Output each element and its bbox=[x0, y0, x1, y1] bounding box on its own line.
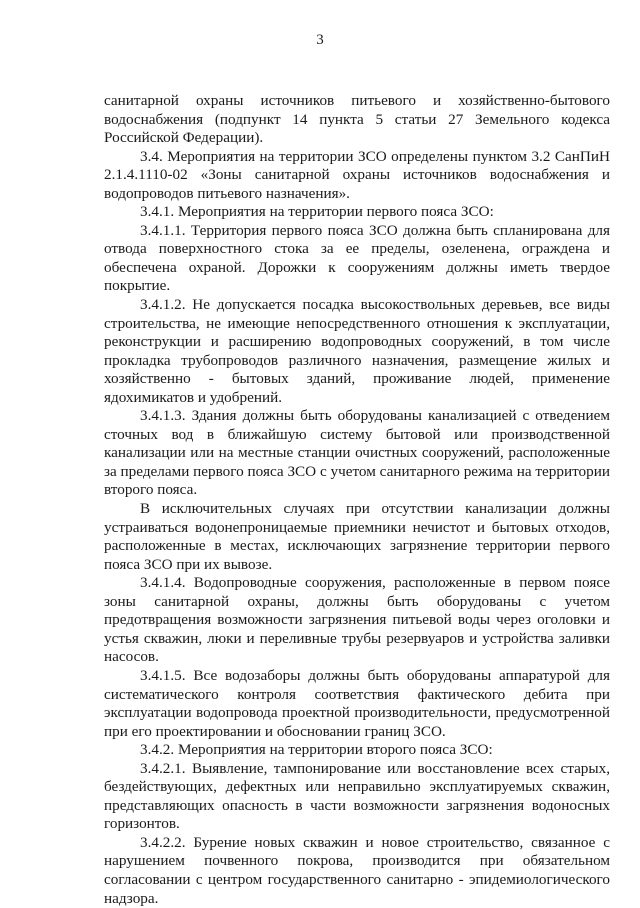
paragraph-continuation: санитарной охраны источников питьевого и хозяйственно-бытового водоснабжения (подпункт 14 пункта 5 статьи 27 Земельного кодекса Российской Федерации). bbox=[104, 92, 610, 147]
paragraph-3-4-1-4: 3.4.1.4. Водопроводные сооружения, расположенные в первом поясе зоны санитарной охраны, должны быть оборудованы с учетом предотвращения возможности загрязнения питьевой воды через оголовки и устья скважин, люки и переливные трубы резервуаров и устройства заливки насосов. bbox=[104, 574, 610, 666]
paragraph-3-4-1-5: 3.4.1.5. Все водозаборы должны быть оборудованы аппаратурой для систематического контроля соответствия фактического дебита при эксплуатации водопровода проектной производительности, предусмотренной при его проектировании и обосновании границ ЗСО. bbox=[104, 666, 610, 740]
paragraph-3-4-1-3: 3.4.1.3. Здания должны быть оборудованы канализацией с отведением сточных вод в ближайшую систему бытовой или производственной канализации или на местные станции очистных сооружений, расположенные за пределами первого пояса ЗСО с учетом санитарного режима на территории второго пояса. bbox=[104, 407, 610, 499]
paragraph-3-4-1-1: 3.4.1.1. Территория первого пояса ЗСО должна быть спланирована для отвода поверхностного стока за ее пределы, озеленена, ограждена и обеспечена охраной. Дорожки к сооружениям должны иметь твердое покрытие. bbox=[104, 221, 610, 295]
paragraph-3-4-1: 3.4.1. Мероприятия на территории первого пояса ЗСО: bbox=[140, 203, 494, 221]
page-number: 3 bbox=[316, 32, 324, 48]
paragraph-3-4-2-2: 3.4.2.2. Бурение новых скважин и новое строительство, связанное с нарушением почвенного покрова, производится при обязательном согласовании с центром государственного санитарно - эпидемиологического надзора. bbox=[104, 833, 610, 907]
paragraph-3-4: 3.4. Мероприятия на территории ЗСО определены пунктом 3.2 СанПиН 2.1.4.1110-02 «Зоны санитарной охраны источников водоснабжения и водопроводов питьевого назначения». bbox=[104, 147, 610, 202]
paragraph-3-4-2-1: 3.4.2.1. Выявление, тампонирование или восстановление всех старых, бездействующих, дефектных или неправильно эксплуатируемых скважин, представляющих опасность в части возможности загрязнения водоносных горизонтов. bbox=[104, 759, 610, 833]
paragraph-3-4-1-2: 3.4.1.2. Не допускается посадка высокоствольных деревьев, все виды строительства, не имеющие непосредственного отношения к эксплуатации, реконструкции и расширению водопроводных сооружений, в том числе прокладка трубопроводов различного назначения, размещение жилых и хозяйственно - бытовых зданий, проживание людей, применение ядохимикатов и удобрений. bbox=[104, 296, 610, 406]
paragraph-3-4-2: 3.4.2. Мероприятия на территории второго пояса ЗСО: bbox=[140, 741, 493, 759]
document-body bbox=[104, 92, 610, 908]
paragraph-exceptional-cases: В исключительных случаях при отсутствии канализации должны устраиваться водонепроницаемые приемники нечистот и бытовых отходов, расположенные в местах, исключающих загрязнение территории первого пояса ЗСО при их вывозе. bbox=[104, 500, 610, 573]
